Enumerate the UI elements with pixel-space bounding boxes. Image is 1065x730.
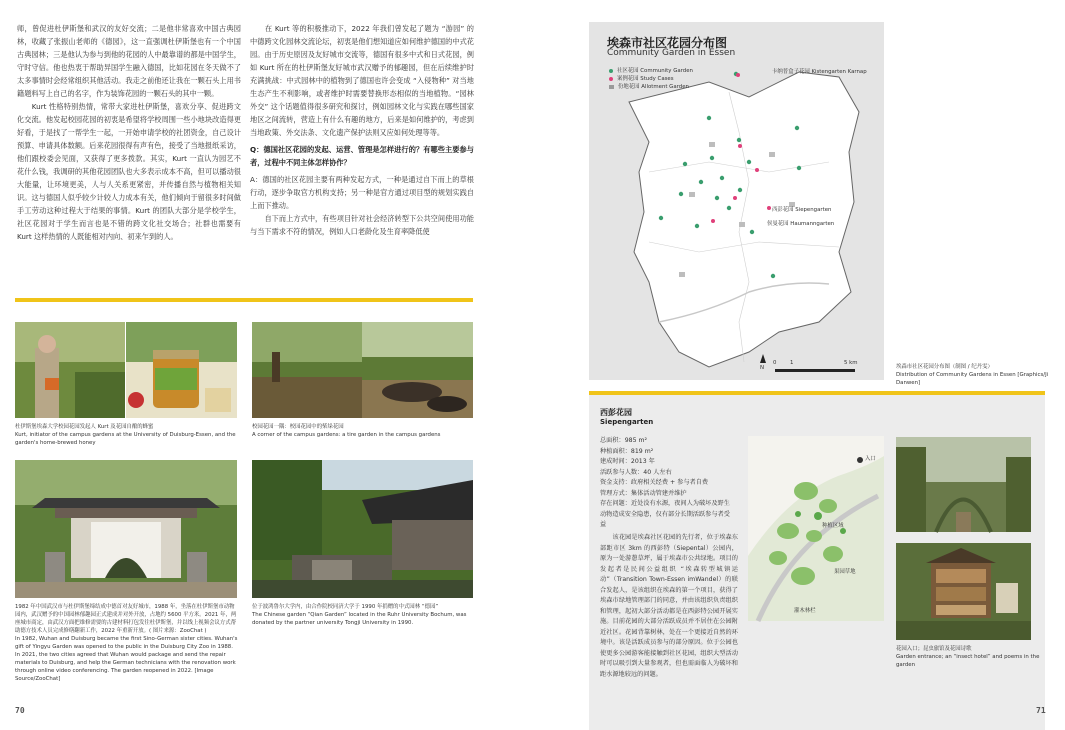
fact-management: 管理方式：集体活动管建并维护 <box>600 489 687 497</box>
fact-built: 建成时间：2013 年 <box>600 458 655 465</box>
photo-tire-garden <box>252 322 473 418</box>
fact-planting-area: 种植面积：819 m² <box>600 447 654 455</box>
map-label-siepen: 西彭花园 Siepengarten <box>772 207 832 213</box>
case-photo-caption: 花园入口；昆虫旅馆及花园诗歌 Garden entrance; an “insect hotel” and poems in the garden <box>896 646 1042 668</box>
photo-insect-hotel <box>896 543 1031 640</box>
case-study-panel <box>589 395 1045 730</box>
fact-funding: 资金支持：政府相关经费 + 参与者自费 <box>600 479 709 486</box>
map-scale-bar <box>775 369 855 372</box>
caption-photo-kurt: 杜伊斯堡埃森大学校园花园发起人 Kurt 及花园自酿的蜂蜜 Kurt, initiator of the campus gardens at the University of Duisburg-Essen, and the garden's home-brewed honey <box>15 424 238 446</box>
left-text-col2 <box>250 22 474 287</box>
caption-photo-tire: 校园花园一隅：校园花园中的柴垛花园 A corner of the campus gardens: a tire garden in the campus gardens <box>252 424 441 438</box>
photo-kurt-and-honey <box>15 322 237 418</box>
map-scale-five: 5 km <box>844 360 858 366</box>
left-col1-text: 师，曾促进杜伊斯堡和武汉的友好交流；二是他非常喜欢中国古典园林，收藏了张振山老师的《德园》，这一直强调杜伊斯堡也有一个中国古典园林；三是他认为参与到他的花园的人中最靠谱的都是中国学生，守时守信。他也热衷于帮助异国学生融入德国，比如花园在冬天做不了太多事情时会经常组织其他活动。我走之前他还让我在一颗石头上用书籍题料写上自己的名字，作为装饰花园的一颗石头的其中一颗。 Kurt 性格特别热情，常带大家进杜伊斯堡，喜欢分享、促进跨文化交流。他发起校园花园的初衷是希望将学校周围一些小地块改造得更好看，于是找了一帮学生一起，一开始申请学校的社团资金，自己设计预算、申请具体数额。后来花园很得有声有色，接受了当地报纸采访，他们跟校委会见面，又获得了更多拨款。其实，Kurt 一直认为园艺不花什么钱，我调研的其他花园团队也大多表示成本不高，但可以播动很大能量，让环境更美，人与人关系更紧密，并传播自然与植物相关知识。这与德国人似乎较少计较人力成本有关，他们倾向于留很多时间做手工劳动这种过程大于结果的事情。Kurt 的团队大部分是学校学生，社区花园对于学生而言也是不错的跨文化社交场合；社群也需要有 Kurt 这样热情的人既能相对内向、初来乍到的人。 <box>17 24 241 241</box>
left-yellow-divider <box>15 298 473 302</box>
fact-participants: 活跃参与人数：40 人左右 <box>600 468 672 476</box>
map-label-kistengarten: 卡纳普盒子花园 Kistengarten Karnap <box>772 69 867 75</box>
map-label-haumann: 侯曼花园 Haumanngarten <box>767 221 835 227</box>
left-text-col1 <box>17 22 241 287</box>
map-caption: 埃森市社区花园分布图（制图 / 纪丹雯） Distribution of Community Gardens in Essen [Graphics/Ji Danwen] <box>896 364 1050 386</box>
north-arrow-icon <box>760 354 766 363</box>
page-number-left: 70 <box>15 706 25 715</box>
plan-label-area1: 种植区域 <box>822 523 844 529</box>
legend-cases: 案例花园 Study Cases <box>609 75 693 83</box>
map-scale-zero: 0 <box>773 360 777 366</box>
essen-map <box>589 22 884 380</box>
map-scale-one: 1 <box>790 360 794 366</box>
plan-label-area3: 灌木林栏 <box>794 608 816 614</box>
map-north-label: N <box>760 365 765 371</box>
map-title-en: Community Garden in Essen <box>607 48 736 58</box>
case-title-cn: 西彭花园 <box>600 408 632 417</box>
caption-photo-yingyu: 1982 年中国武汉市与杜伊斯堡缔结成中德首对友好城市，1988 年，坐落在杜伊斯堡市动物园内，武汉赠予的中国园林郁趣园正式建成并对外开放，占地约 5600 平方米。2021 年，两座城市商定，由武汉方面把维修需要的古建材料打包发往杜伊斯堡，并以线上视频会议方式帮助德方技术人员完成修缮翻新工作，2022 年重新开放。( 图片来源：ZooChat ) In 1982, Wuhan and Duisburg became the first Sino-German sister cities. Wuhan's gift of Yingyu Garden was opened to the public in the Duisburg City Zoo in 1988. In 2021, the two cities agreed that Wuhan would package and send the repair materials to Duisburg, and help the German technicians with the renovation work through online video conferencing. The garden reopened in 2022. [Image Source/ZooChat] <box>15 604 240 682</box>
fact-problems: 存在问题：近处没有水源，夜间人为破坏及野生动物造成安全隐患，仅有部分长期活跃参与者受益 <box>600 500 730 528</box>
caption-photo-qian: 位于波鸿鲁尔大学内，由合作院校同济大学于 1990 年捐赠的中式园林 “德园” The Chinese garden “Qian Garden” located in the Ruhr University Bochum, was donated by the partner university Tongji University in 1990. <box>252 604 469 626</box>
left-col2-text: 在 Kurt 等的积极推动下，2022 年我们曾发起了题为 “游园” 的中德跨文化园林交流论坛，初衷是他们想知道应如何维护德国的中式花园。由于历史原因及友好城市交流等，德国有很多中式和日式花园，例如 Kurt 所在的杜伊斯堡友好城市武汉赠予的郁趣园，但在后续维护时充满挑战：中式园林中的植物到了德国也许会变成 “入侵物种” 对当地生态产生不利影响，或者维护时需要替换形态相似的当地植物。“园林外交” 这个话题值得很多研究和探讨，例如园林文化与实践在哪些国家地区之间流转，营造上有什么有趣的地方，后来是如何维护的，考虑到当地政策、外交法条、文化遗产保护法则又应如何处理等等。 <box>250 24 474 137</box>
case-title-en: Siepengarten <box>600 418 654 426</box>
qa-question: Q：德国社区花园的发起、运营、管理是怎样进行的？有哪些主要参与者，过程中不同主体怎样协作？ <box>250 145 474 167</box>
page-number-right: 71 <box>1036 706 1046 715</box>
case-facts <box>600 436 735 531</box>
site-plan <box>748 436 884 621</box>
map-title-cn: 埃森市社区花园分布图 <box>607 36 728 50</box>
fact-total-area: 总面积：985 m² <box>600 437 648 444</box>
qa-answer: A：德国的社区花园主要有两种发起方式，一种是通过自下而上的草根行动，逐步争取官方机构支持；另一种是官方通过项目型的规划实践自上而下推动。 自下而上方式中，有些项目针对社会经济转型下公共空间使用功能与当下需求不符的情况，例如人口老龄化及生育率降低使 <box>250 175 474 236</box>
plan-label-entrance: 入口 <box>865 456 876 462</box>
plan-label-area2: 果园草地 <box>834 569 856 575</box>
photo-qian-garden <box>252 460 473 598</box>
photo-yingyu-garden <box>15 460 237 598</box>
legend-allotment: 份地花园 Allotment Garden <box>609 83 693 91</box>
legend-community: 社区花园 Community Garden <box>609 67 693 75</box>
photo-garden-entrance <box>896 437 1031 532</box>
case-body: 该花园是埃森社区花园的先行者，位于埃森东部距市区 3km 的西彭特（Siepental）公园内，原为一处游憩草坪，属于埃森市公共绿地。项目的发起者是民间公益组织 “埃森转型城镇运动”（Transition Town-Essen imWandel）的联合发起人，是该组织在埃森的第一个项目，获得了埃森市绿地管理部门的同意，并由该组织负责组织和管理，起初大部分活动都是在西彭特公园开展实施。目前花园的大部分活跃成员并不居住在公园附近社区。花园背靠树林，处在一个更接近自然的环境中。该是活跃成员参与的部分原因。位于公园也使更多公园游客能接触到社区花园，组织大型活动时可以吸引到大量参观者，但也需面临人为破坏和距水源地较远的问题。 <box>600 534 738 678</box>
